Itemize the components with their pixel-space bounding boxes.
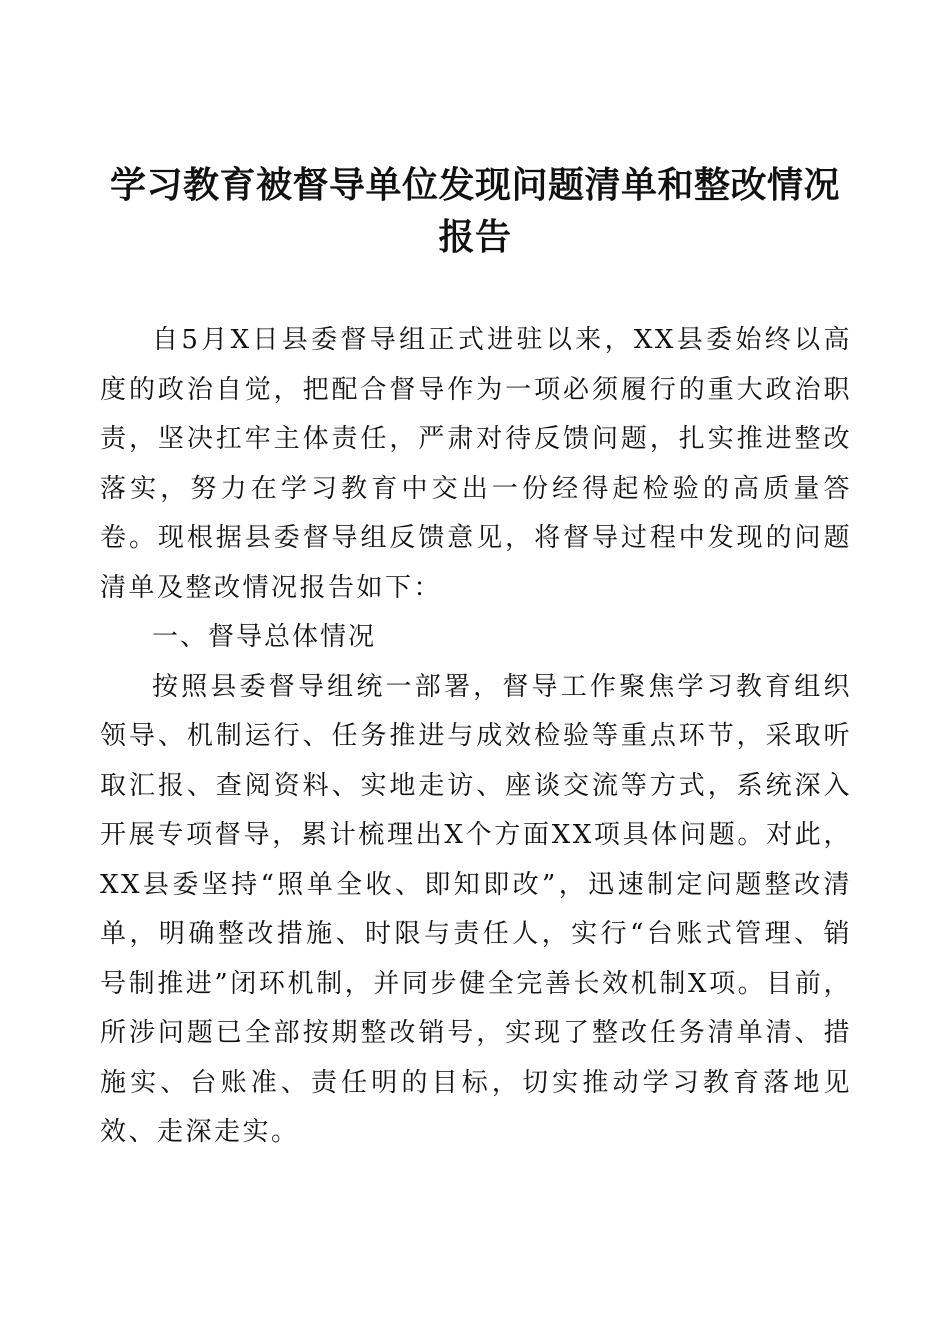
document-title: 学习教育被督导单位发现问题清单和整改情况报告 <box>109 165 840 258</box>
section-heading: 一、督导总体情况 <box>152 622 377 652</box>
document-body <box>100 316 852 1158</box>
intro-paragraph: 自5月X日县委督导组正式进驻以来，XX县委始终以高度的政治自觉，把配合督导作为一项必须履行的重大政治职责，坚决扛牢主体责任，严肃对待反馈问题，扎实推进整改落实，努力在学习教育中交出一份经得起检验的高质量答卷。现根据县委督导组反馈意见，将督导过程中发现的问题清单及整改情况报告如下： <box>100 325 852 603</box>
overview-paragraph: 按照县委督导组统一部署，督导工作聚焦学习教育组织领导、机制运行、任务推进与成效检验等重点环节，采取听取汇报、查阅资料、实地走访、座谈交流等方式，系统深入开展专项督导，累计梳理出X个方面XX项具体问题。对此，XX县委坚持“照单全收、即知即改”，迅速制定问题整改清单，明确整改措施、时限与责任人，实行“台账式管理、销号制推进”闭环机制，并同步健全完善长效机制X项。目前，所涉问题已全部按期整改销号，实现了整改任务清单清、措施实、台账准、责任明的目标，切实推动学习教育落地见效、走深走实。 <box>100 671 852 1147</box>
